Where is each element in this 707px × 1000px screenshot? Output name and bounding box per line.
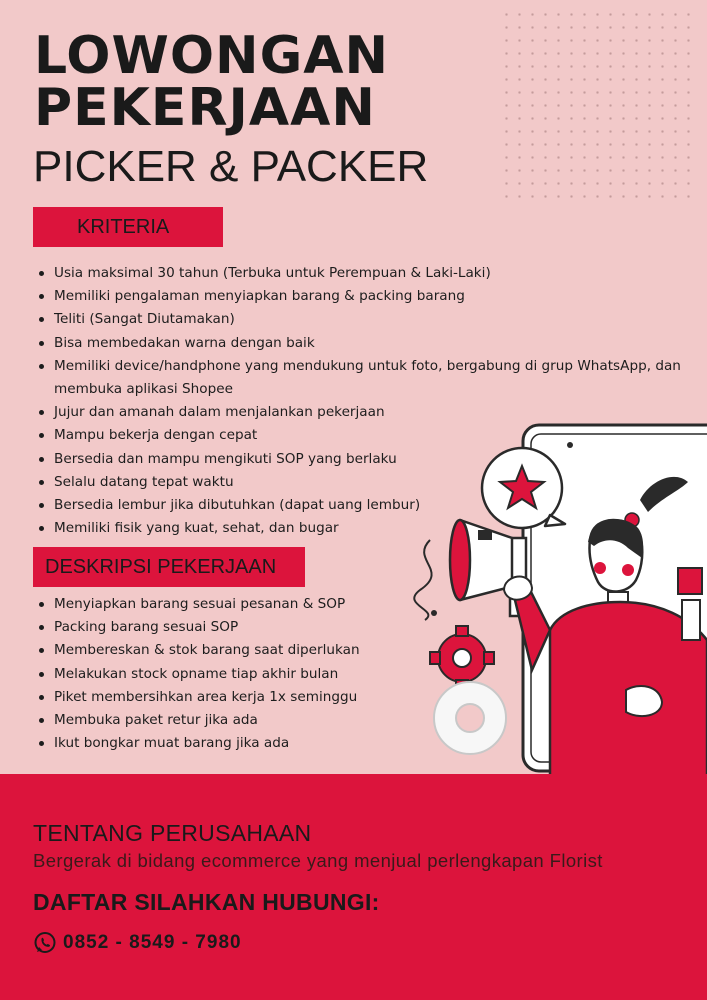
squiggle xyxy=(414,540,431,620)
list-item: Ikut bongkar muat barang jika ada xyxy=(36,732,456,755)
list-item: Membereskan & stok barang saat diperlukan xyxy=(36,639,456,662)
list-item: Memiliki device/handphone yang mendukung untuk foto, bergabung di grup WhatsApp, dan membuka aplikasi Shopee xyxy=(36,355,686,401)
list-item: Jujur dan amanah dalam menjalankan pekerjaan xyxy=(36,401,686,424)
footer-panel xyxy=(0,774,707,1000)
list-item: Packing barang sesuai SOP xyxy=(36,616,456,639)
job-position-title: PICKER & PACKER xyxy=(33,142,429,191)
list-item: Piket membersihkan area kerja 1x seminggu xyxy=(36,686,456,709)
list-item: Bisa membedakan warna dengan baik xyxy=(36,332,686,355)
gear-icon xyxy=(430,626,506,754)
list-item: Bersedia dan mampu mengikuti SOP yang berlaku xyxy=(36,448,686,471)
phone-contact[interactable] xyxy=(33,931,242,955)
list-item: Mampu bekerja dengan cepat xyxy=(36,424,686,447)
list-item: Teliti (Sangat Diutamakan) xyxy=(36,308,686,331)
list-item: Membuka paket retur jika ada xyxy=(36,709,456,732)
list-item: Memiliki pengalaman menyiapkan barang & packing barang xyxy=(36,285,686,308)
phone-number: 0852 - 8549 - 7980 xyxy=(63,932,242,953)
list-item: Melakukan stock opname tiap akhir bulan xyxy=(36,663,456,686)
deskripsi-list xyxy=(36,593,456,755)
page-title-line1: LOWONGAN xyxy=(34,26,390,86)
whatsapp-icon xyxy=(33,931,57,955)
list-item: Memiliki fisik yang kuat, sehat, dan bugar xyxy=(36,517,686,540)
list-item: Usia maksimal 30 tahun (Terbuka untuk Perempuan & Laki-Laki) xyxy=(36,262,686,285)
phone-chart xyxy=(678,568,702,640)
deskripsi-label: DESKRIPSI PEKERJAAN xyxy=(33,547,305,587)
kriteria-label: KRITERIA xyxy=(33,207,223,247)
list-item: Selalu datang tepat waktu xyxy=(36,471,686,494)
megaphone-woman-illustration xyxy=(400,420,707,780)
page-title-line2: PEKERJAAN xyxy=(34,78,376,138)
about-company-title: TENTANG PERUSAHAAN xyxy=(33,820,312,846)
list-item: Menyiapkan barang sesuai pesanan & SOP xyxy=(36,593,456,616)
about-company-text: Bergerak di bidang ecommerce yang menjual perlengkapan Florist xyxy=(33,850,603,871)
list-item: Bersedia lembur jika dibutuhkan (dapat uang lembur) xyxy=(36,494,686,517)
dot-pattern xyxy=(500,8,700,198)
contact-title: DAFTAR SILAHKAN HUBUNGI: xyxy=(33,889,380,915)
